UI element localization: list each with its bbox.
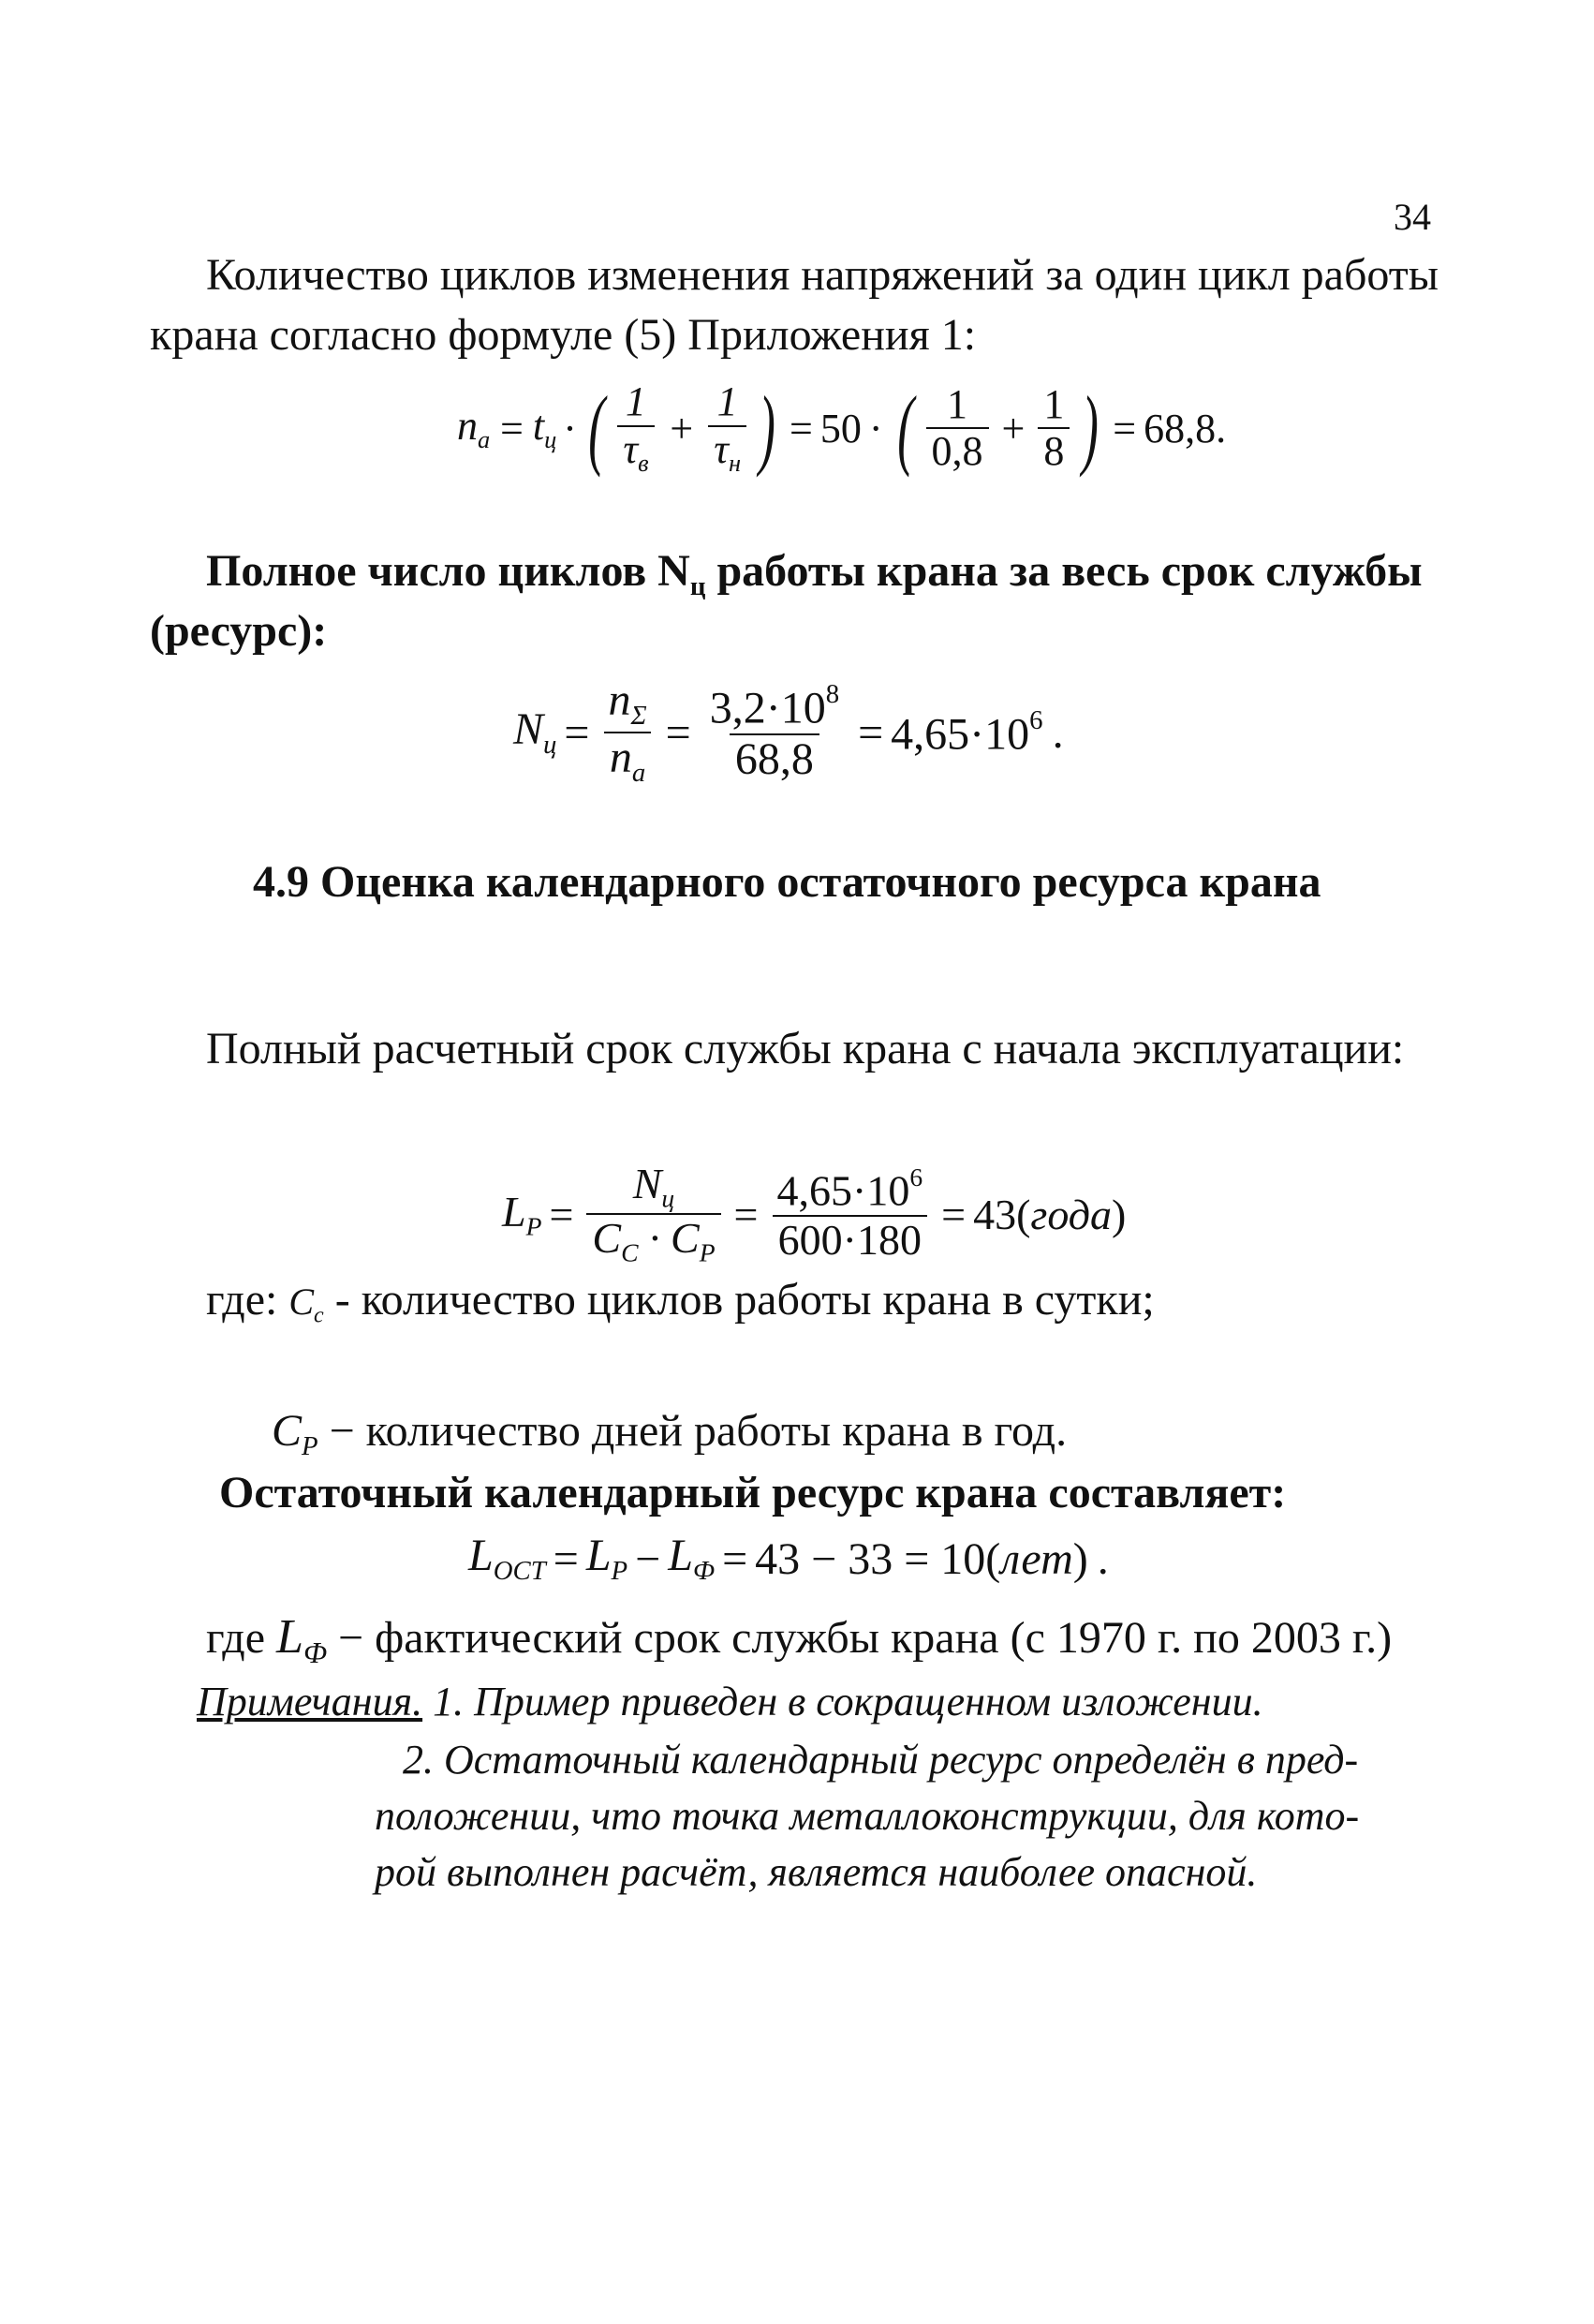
- note-2-line2: положении, что точка металлоконструкции, для кото-: [375, 1793, 1360, 1839]
- formula-cycles-per-work-cycle: $n_a$ = $t_ц$ · ( $\frac{1}{\tau_в}$ + $\frac{1}{\tau_н}$ ) = 50 · ( $\frac{1}{0,8}$ + $\frac{1}{8}$ ) = 68,8 .: [457, 377, 1227, 478]
- where-actual-service-life: где $L_Ф$ − фактический срок службы крана (с 1970 г. по 2003 г.): [206, 1610, 1393, 1669]
- formula2-result: $4,65\cdot 10^6$: [891, 704, 1043, 760]
- note-2-line1: 2. Остаточный календарный ресурс определён в пред-: [403, 1737, 1359, 1783]
- formula1-lhs: $n_a$: [457, 402, 491, 454]
- formula1-t: $t_ц$: [532, 402, 557, 454]
- formula-full-service-life: $L_P$ = $\frac{N_ц}{C_C \cdot C_P}$ = $\frac{4,65\cdot 10^6}{600\cdot 180}$ = 43 ( года ): [502, 1160, 1127, 1267]
- page-number: 34: [1394, 196, 1431, 238]
- where-cycles-per-day: где: $C_c$ - количество циклов работы крана в сутки;: [206, 1275, 1155, 1328]
- heading-total-cycles-line1: Полное число циклов $N_ц$ работы крана за весь срок службы: [206, 546, 1423, 602]
- heading-residual-resource: Остаточный календарный ресурс крана составляет:: [219, 1468, 1287, 1517]
- formula-residual-resource: $L_{ОСТ}$ = $L_P$ − $L_Ф$ = 43 − 33 = 10 ( лет ) .: [468, 1531, 1109, 1587]
- formula1-result: 68,8: [1144, 405, 1217, 451]
- formula4-expression: 43 − 33 = 10: [755, 1533, 986, 1584]
- note-2-line3: рой выполнен расчёт, является наиболее опасной.: [375, 1849, 1258, 1895]
- formula3-result: 43: [973, 1190, 1017, 1238]
- where-days-per-year: $C_P$ − количество дней работы крана в год.: [272, 1406, 1068, 1462]
- paragraph-service-life: Полный расчетный срок службы крана с начала эксплуатации:: [206, 1024, 1405, 1073]
- formula-total-cycles: $N_ц$ = $\frac{n_\Sigma}{n_a}$ = $\frac{3,2\cdot 10^8}{68,8}$ = $4,65\cdot 10^6$ .: [513, 675, 1064, 789]
- paragraph-cycles-line1: Количество циклов изменения напряжений за один цикл работы: [206, 250, 1439, 300]
- note-1: Примечания. 1. Пример приведен в сокращенном изложении.: [197, 1679, 1263, 1724]
- heading-total-cycles-line2: (ресурс):: [150, 606, 328, 656]
- notes-label: Примечания.: [197, 1679, 423, 1724]
- section-heading: 4.9 Оценка календарного остаточного ресурса крана: [253, 857, 1321, 907]
- paragraph-cycles-line2: крана согласно формуле (5) Приложения 1:: [150, 310, 977, 360]
